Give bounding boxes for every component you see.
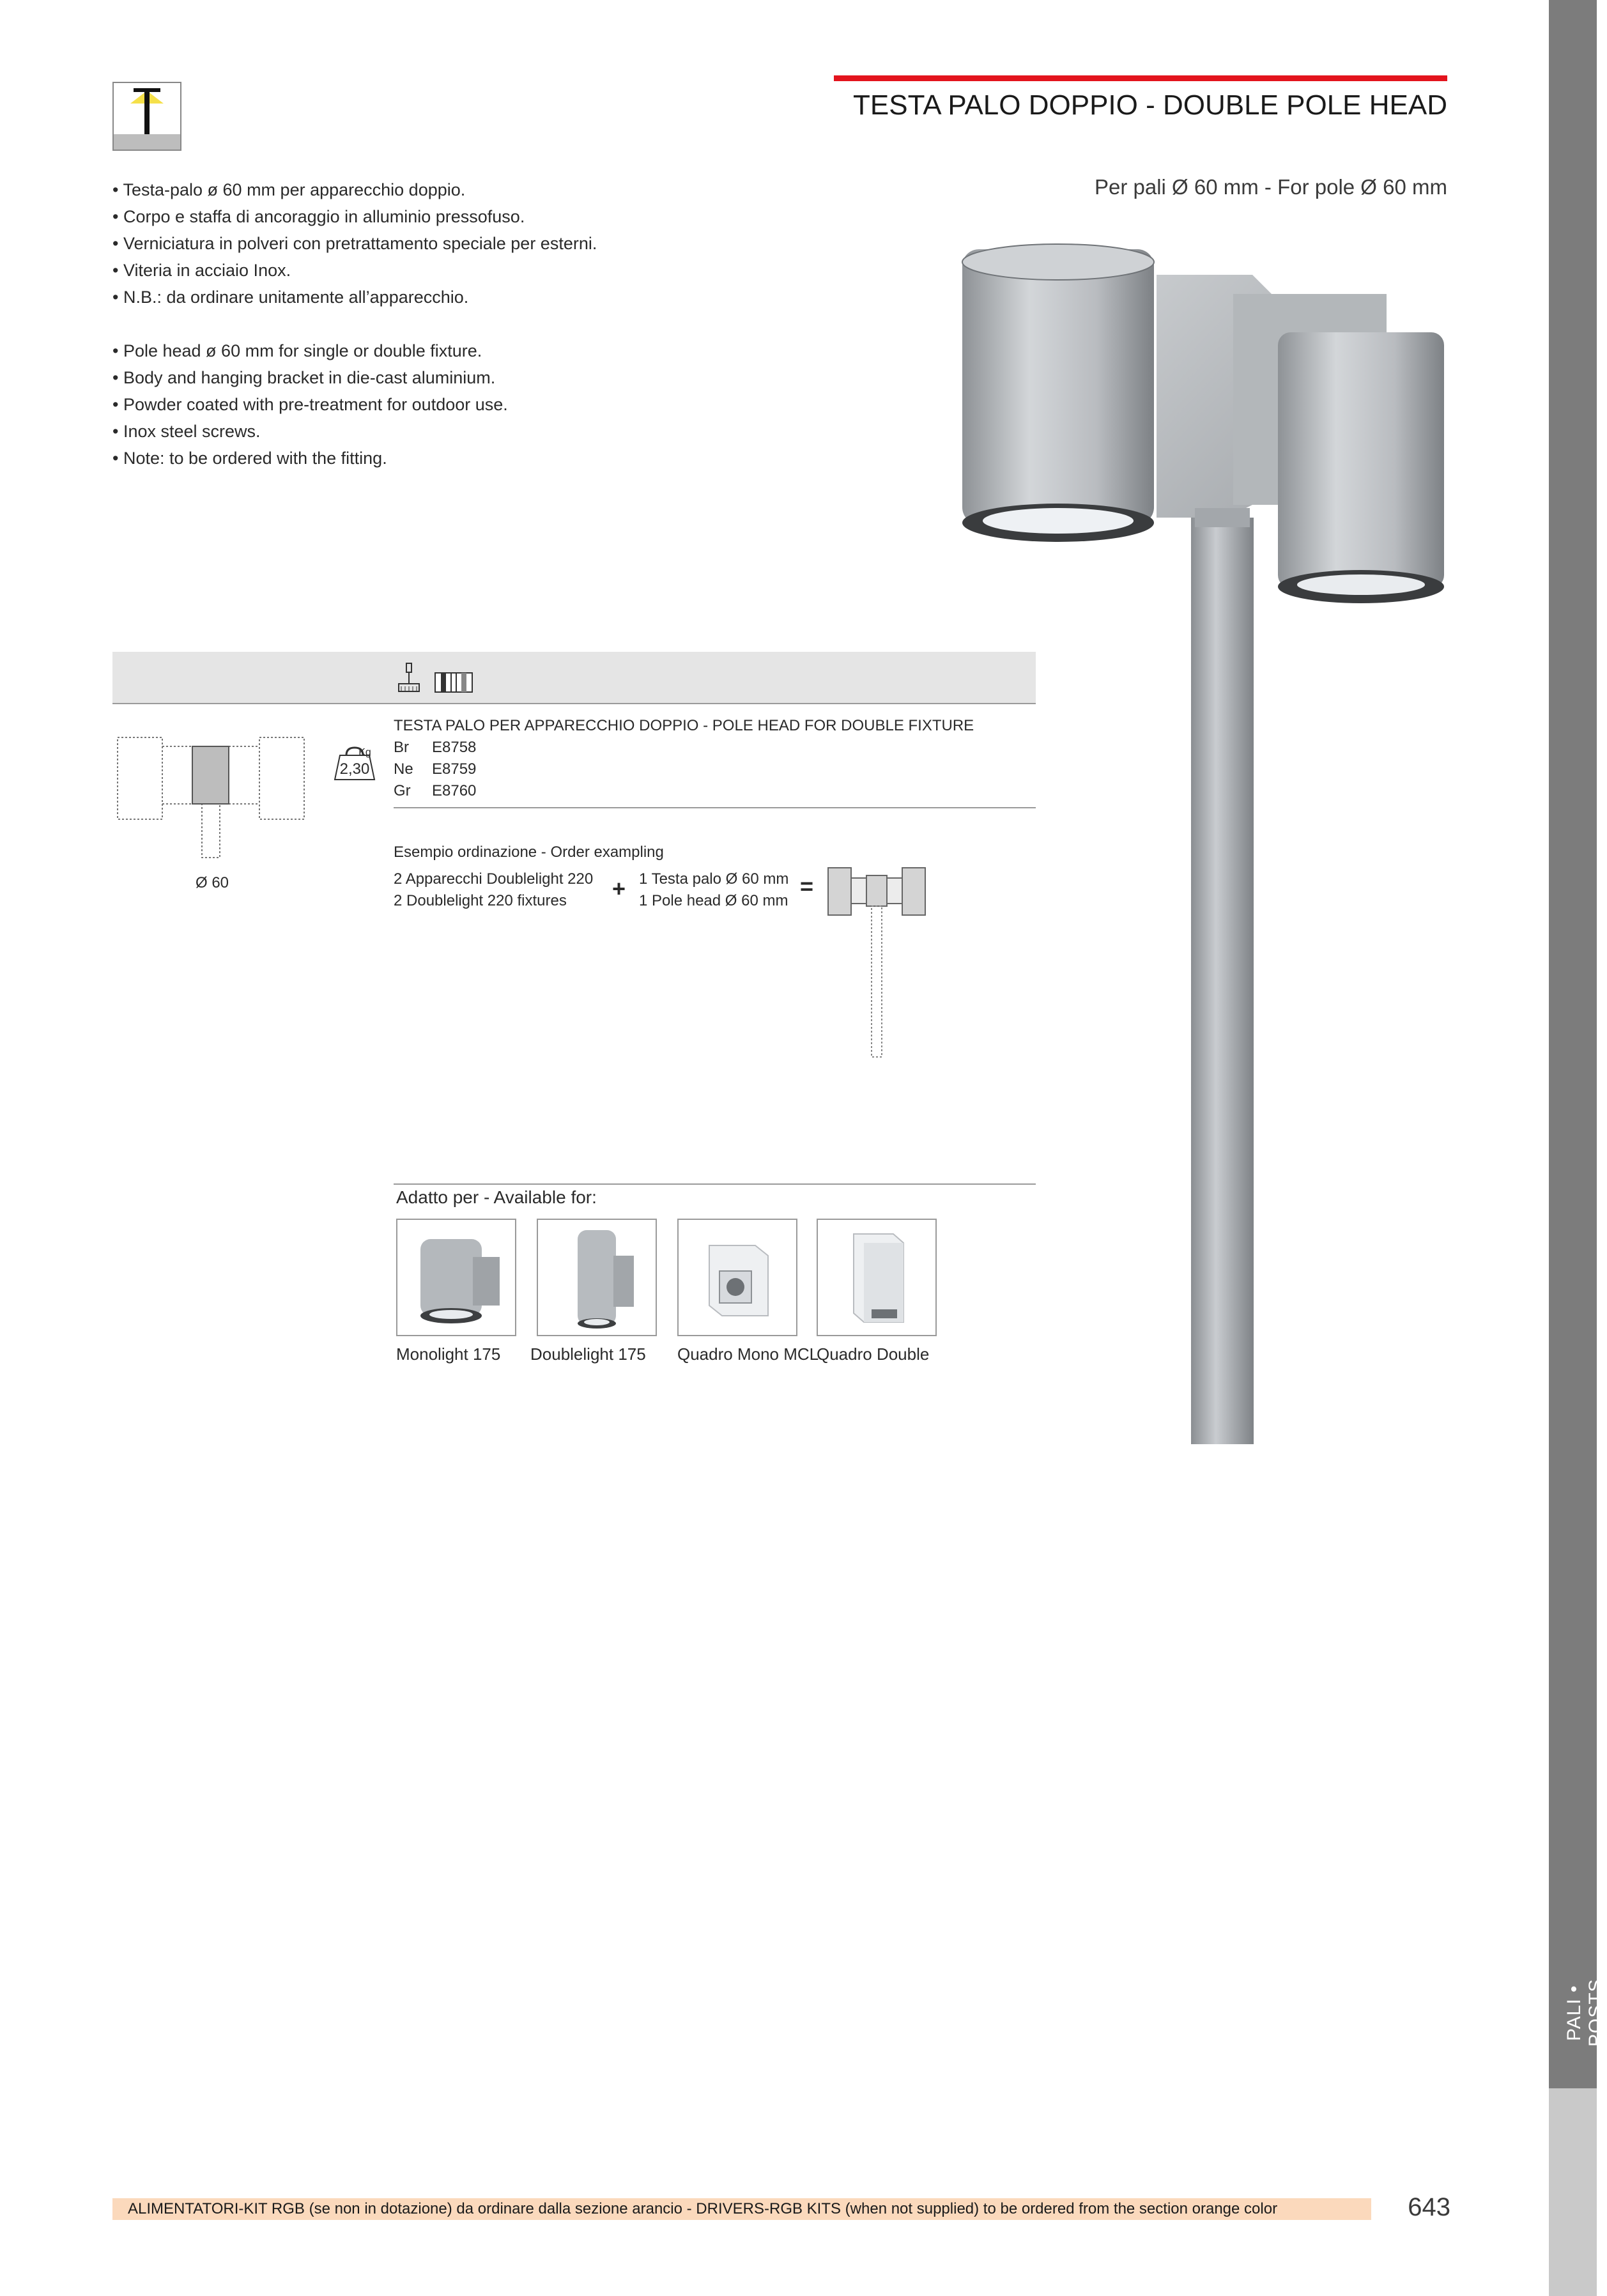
footer-note: ALIMENTATORI-KIT RGB (se non in dotazione) da ordinare dalla sezione arancio - DRIVERS-RGB KITS (when not supplied) to be ordered from the section orange color	[128, 2200, 1278, 2217]
order-item2-it: 1 Testa palo Ø 60 mm	[639, 870, 789, 888]
order-item2-en: 1 Pole head Ø 60 mm	[639, 892, 788, 909]
bullet-it: • Verniciatura in polveri con pretrattamento speciale per esterni.	[112, 234, 597, 253]
sidebar-label: PALI • POSTS	[1564, 1978, 1606, 2047]
spec-header-rule	[112, 703, 1036, 704]
sidebar-strip	[1549, 0, 1606, 2088]
bullet-en: • Inox steel screws.	[112, 422, 261, 441]
diameter-label: Ø 60	[196, 874, 229, 891]
article-code: E8758	[432, 739, 477, 756]
fixture-label: Doublelight 175	[530, 1344, 646, 1364]
doublelight-icon	[538, 1220, 656, 1335]
quadro-mono-icon	[679, 1220, 796, 1335]
sidebar-foot	[1549, 2088, 1597, 2296]
weight-unit: Kg	[358, 747, 371, 758]
fixture-thumb-monolight	[396, 1219, 516, 1336]
page-title: TESTA PALO DOPPIO - DOUBLE POLE HEAD	[853, 89, 1447, 121]
available-rule	[394, 1183, 1036, 1185]
description-english	[112, 337, 508, 472]
fixture-thumb-quadro-mono	[677, 1219, 797, 1336]
codes-rule	[394, 807, 1036, 808]
weight-value: 2,30	[339, 760, 370, 778]
bullet-it: • Testa-palo ø 60 mm per apparecchio doppio.	[112, 180, 466, 199]
fixture-label: Quadro Mono MCL	[677, 1344, 819, 1364]
available-heading: Adatto per - Available for:	[396, 1187, 597, 1207]
page-subtitle: Per pali Ø 60 mm - For pole Ø 60 mm	[1095, 175, 1447, 199]
order-item1-en: 2 Doublelight 220 fixtures	[394, 892, 567, 909]
page-number: 643	[1408, 2193, 1450, 2221]
order-item1-it: 2 Apparecchi Doublelight 220	[394, 870, 594, 888]
spec-header-band	[112, 652, 1036, 703]
mounting-icon	[396, 662, 422, 694]
equals-sign: =	[800, 873, 814, 899]
article-code: E8760	[432, 782, 477, 799]
plus-sign: +	[612, 875, 626, 902]
finish-code: Ne	[394, 760, 413, 778]
code-row	[394, 782, 476, 800]
order-example-heading: Esempio ordinazione - Order exampling	[394, 844, 664, 861]
quadro-double-icon	[818, 1220, 935, 1335]
fixture-thumb-quadro-double	[817, 1219, 937, 1336]
fixture-thumb-doublelight	[537, 1219, 657, 1336]
code-row	[394, 739, 476, 757]
finish-code: Br	[394, 739, 409, 756]
product-photo	[952, 236, 1463, 1451]
monolight-icon	[397, 1220, 515, 1335]
bullet-it: • N.B.: da ordinare unitamente all’apparecchio.	[112, 288, 469, 307]
bullet-it: • Corpo e staffa di ancoraggio in alluminio pressofuso.	[112, 207, 525, 226]
finish-code: Gr	[394, 782, 411, 799]
product-name: TESTA PALO PER APPARECCHIO DOPPIO - POLE HEAD FOR DOUBLE FIXTURE	[394, 717, 974, 734]
code-row	[394, 760, 476, 778]
fixture-label: Quadro Double	[817, 1344, 930, 1364]
pole-light-icon	[112, 82, 181, 151]
bullet-en: • Body and hanging bracket in die-cast aluminium.	[112, 368, 496, 387]
order-result-drawing	[826, 863, 928, 1061]
bullet-it: • Viteria in acciaio Inox.	[112, 261, 291, 280]
fixture-label: Monolight 175	[396, 1344, 501, 1364]
article-code: E8759	[432, 760, 477, 778]
bullet-en: • Powder coated with pre-treatment for outdoor use.	[112, 395, 508, 414]
bullet-en: • Note: to be ordered with the fitting.	[112, 449, 387, 468]
finish-swatches-icon	[434, 672, 473, 693]
title-accent-line	[834, 75, 1447, 81]
technical-drawing	[112, 734, 311, 861]
description-italian	[112, 176, 597, 311]
bullet-en: • Pole head ø 60 mm for single or double fixture.	[112, 341, 482, 360]
